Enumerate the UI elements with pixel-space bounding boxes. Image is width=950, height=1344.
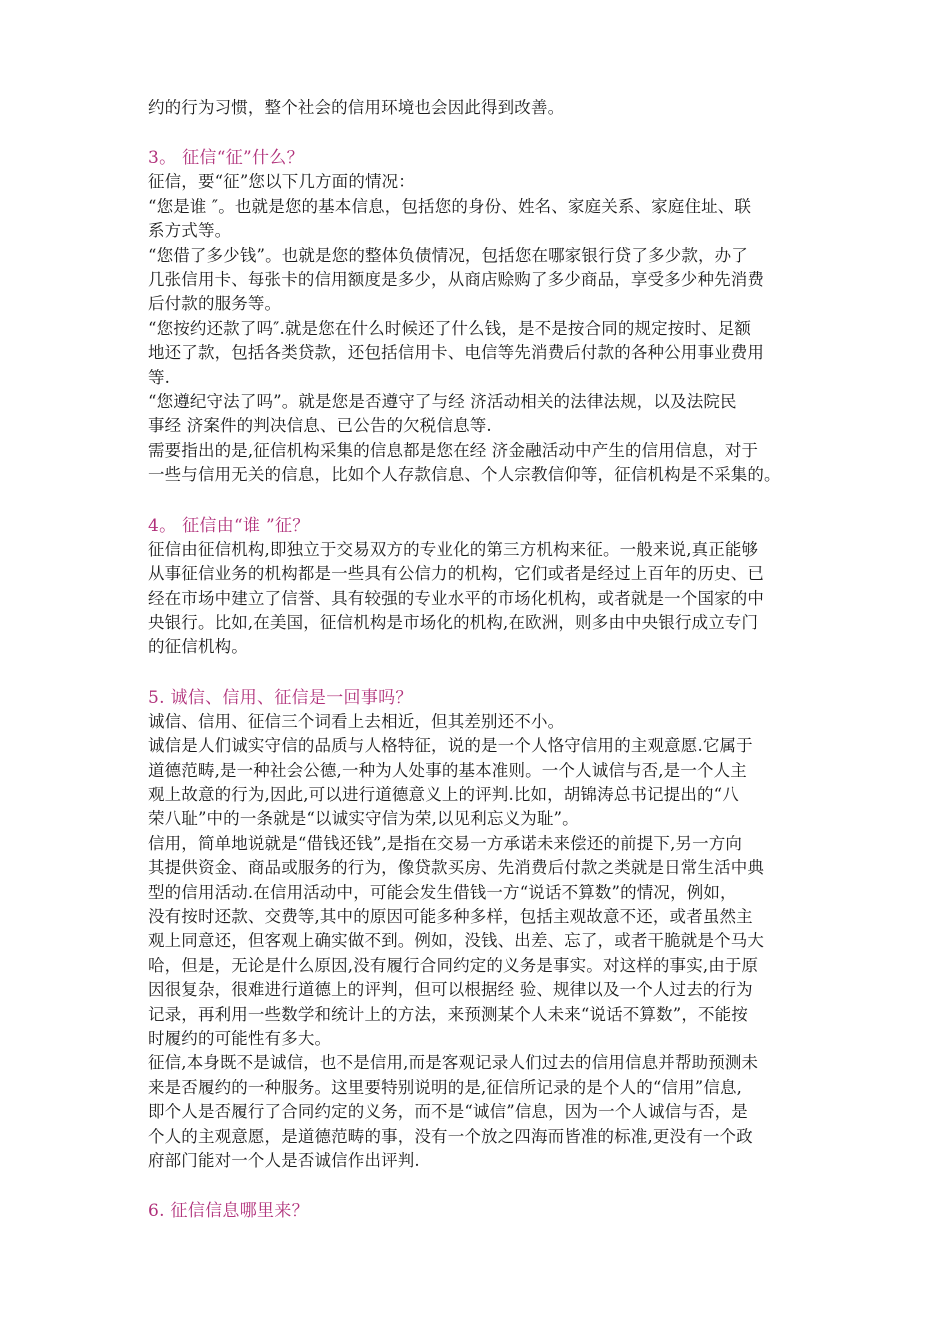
section-3-paragraph-1: 征信，要“征”您以下几方面的情况： xyxy=(148,172,415,192)
section-3-paragraph-5: “您遵纪守法了吗”。就是您是否遵守了与经 济活动相关的法律法规，以及法院民 事经 济案件的判决信息、已公告的欠税信息等. xyxy=(148,392,737,436)
section-5-paragraph-4: 征信,本身既不是诚信，也不是信用,而是客观记录人们过去的信用信息并帮助预测未 来是否履约的一种服务。这里要特别说明的是,征信所记录的是个人的“信用”信息, 即个人是否履行了合同约定的义务，而不是“诚信”信息，因为一个人诚信与否，是 个人的主观意愿，是道德范畴的事，没有一个放之四海而皆准的标准,更没有一个政 府部门能对一个人是否诚信作出评判. xyxy=(148,1053,759,1171)
document-page xyxy=(148,96,878,1223)
section-5-paragraph-2: 诚信是人们诚实守信的品质与人格特征，说的是一个人恪守信用的主观意愿.它属于 道德范畴,是一种社会公德,一种为人处事的基本准则。一个人诚信与否,是一个人主 观上故意的行为,因此,可以进行道德意义上的评判.比如，胡锦涛总书记提出的“八 荣八耻”中的一条就是“以诚实守信为荣,以见利忘义为耻”。 xyxy=(148,736,753,829)
section-5-paragraph-1: 诚信、信用、征信三个词看上去相近，但其差别还不小。 xyxy=(148,711,565,731)
section-5-paragraph-3: 信用，简单地说就是“借钱还钱”,是指在交易一方承诺未来偿还的前提下,另一方向 其提供资金、商品或服务的行为，像贷款买房、先消费后付款之类就是日常生活中典 型的信用活动.在信用活动中，可能会发生借钱一方“说话不算数”的情况，例如， 没有按时还款、交费等,其中的原因可能多种多样，包括主观故意不还，或者虽然主 观上同意还，但客观上确实做不到。例如，没钱、出差、忘了，或者干脆就是个马大 哈，但是，无论是什么原因,没有履行合同约定的义务是事实。对这样的事实,由于原 因很复杂，很难进行道德上的评判，但可以根据经 验、规律以及一个人过去的行为 记录，再利用一些数学和统计上的方法，来预测某个人未来“说话不算数”，不能按 时履约的可能性有多大。 xyxy=(148,833,765,1048)
section-6 xyxy=(148,1199,878,1223)
section-4 xyxy=(148,514,878,660)
section-4-paragraph-1: 征信由征信机构,即独立于交易双方的专业化的第三方机构来征。一般来说,真正能够 从事征信业务的机构都是一些具有公信力的机构，它们或者是经过上百年的历史、已 经在市场中建立了信誉、具有较强的专业水平的市场化机构，或者就是一个国家的中 央银行。比如,在美国，征信机构是市场化的机构,在欧洲，则多由中央银行成立专门 的征信机构。 xyxy=(148,539,765,657)
intro-paragraph: 约的行为习惯，整个社会的信用环境也会因此得到改善。 xyxy=(148,98,565,117)
section-spacer xyxy=(148,660,878,686)
section-3 xyxy=(148,146,878,487)
section-spacer xyxy=(148,1173,878,1199)
section-3-paragraph-2: “您是谁 ″。也就是您的基本信息，包括您的身份、姓名、家庭关系、家庭住址、联 系方式等。 xyxy=(148,196,752,241)
section-5-heading: 5. 诚信、信用、征信是一回事吗？ xyxy=(148,687,413,708)
section-4-heading: 4。 征信由“谁 ”征？ xyxy=(148,515,310,536)
section-spacer xyxy=(148,120,878,146)
section-3-paragraph-6: 需要指出的是,征信机构采集的信息都是您在经 济金融活动中产生的信用信息，对于 一些与信用无关的信息，比如个人存款信息、个人宗教信仰等，征信机构是不采集的。 xyxy=(148,440,781,485)
section-3-paragraph-4: “您按约还款了吗″.就是您在什么时候还了什么钱，是不是按合同的规定按时、足额 地还了款，包括各类贷款，还包括信用卡、电信等先消费后付款的各种公用事业费用 等. xyxy=(148,318,765,387)
section-6-heading: 6. 征信信息哪里来？ xyxy=(148,1201,309,1222)
section-3-heading: 3。 征信“征”什么？ xyxy=(148,148,304,169)
section-5 xyxy=(148,686,878,1174)
section-spacer xyxy=(148,488,878,514)
section-3-paragraph-3: “您借了多少钱”。也就是您的整体负债情况，包括您在哪家银行贷了多少款，办了 几张信用卡、每张卡的信用额度是多少，从商店赊购了多少商品，享受多少种先消费 后付款的服务等。 xyxy=(148,245,765,314)
